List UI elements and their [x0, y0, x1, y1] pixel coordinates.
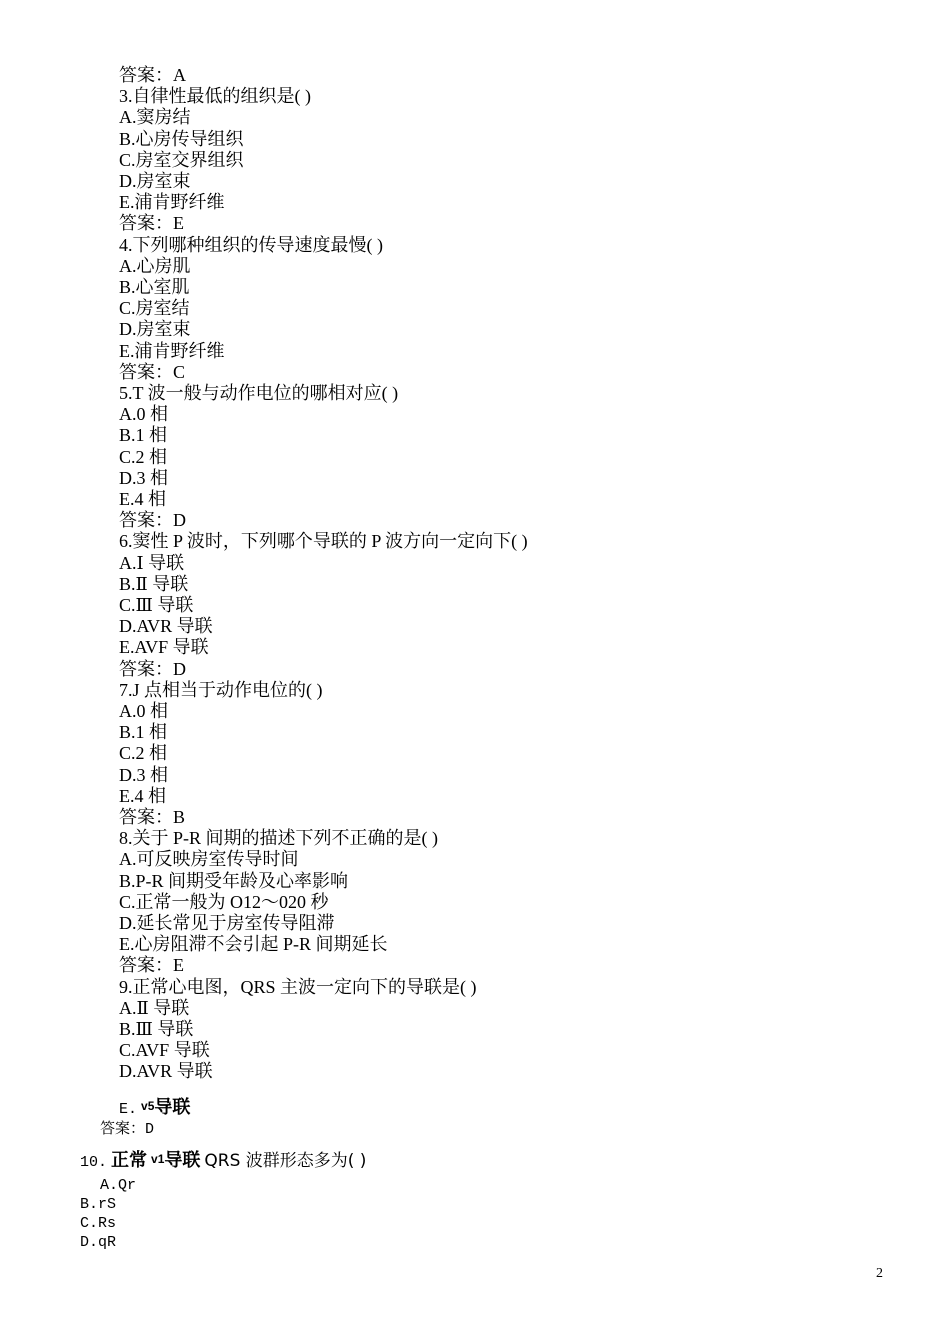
text-line: 7.J 点相当于动作电位的( ) — [119, 679, 323, 700]
text-line: D.AVR 导联 — [119, 1061, 213, 1082]
text-line: A.Ⅱ 导联 — [119, 997, 190, 1018]
answer-line: 答案：D — [100, 1121, 155, 1138]
question-text-pre: 正常 — [111, 1150, 148, 1171]
text-line: E.心房阻滞不会引起 P-R 间期延长 — [119, 934, 388, 955]
text-line: 答案：A — [119, 65, 186, 85]
text-line: C.2 相 — [119, 743, 168, 764]
option-prefix: E. — [119, 1101, 138, 1118]
page-number: 2 — [876, 1266, 883, 1281]
text-line: C.2 相 — [119, 446, 168, 467]
text-line: C.正常一般为 O12～020 秒 — [119, 891, 329, 912]
text-line: E.AVF 导联 — [119, 637, 209, 658]
text-line: D.延长常见于房室传导阻滞 — [119, 913, 335, 933]
lead-v1: v1 — [151, 1152, 165, 1166]
option-d: D.qR — [80, 1234, 117, 1251]
text-line: 6.窦性 P 波时，下列哪个导联的 P 波方向一定向下( ) — [119, 531, 528, 552]
text-line: 答案：E — [119, 213, 184, 234]
text-line: 答案：D — [119, 510, 186, 531]
text-line: 9.正常心电图，QRS 主波一定向下的导联是( ) — [119, 976, 477, 997]
text-line: 答案：E — [119, 955, 184, 976]
lead-v5: v5 — [141, 1099, 155, 1113]
text-line: A.Ⅰ 导联 — [119, 552, 185, 573]
text-line: D.3 相 — [119, 467, 168, 488]
question-number: 10. — [80, 1154, 108, 1171]
text-line: 答案：C — [119, 361, 186, 382]
text-line: B.心房传导组织 — [119, 128, 244, 149]
text-line: E.浦肯野纤维 — [119, 340, 225, 361]
text-line: 4.下列哪种组织的传导速度最慢( ) — [119, 234, 383, 255]
text-line: B.P-R 间期受年龄及心率影响 — [119, 870, 349, 891]
text-line: A.0 相 — [119, 404, 168, 425]
option-a: A.Qr — [100, 1177, 137, 1194]
text-line: B.Ⅱ 导联 — [119, 573, 189, 594]
question-text-post: QRS 波群形态多为( ) — [204, 1151, 367, 1171]
text-line: D.3 相 — [119, 764, 168, 785]
text-line: B.1 相 — [119, 722, 168, 743]
option-c: C.Rs — [80, 1215, 117, 1232]
text-line: A.0 相 — [119, 701, 168, 721]
text-line: E.4 相 — [119, 785, 166, 806]
text-line: B.Ⅲ 导联 — [119, 1019, 194, 1039]
text-line: C.房室交界组织 — [119, 149, 244, 170]
text-line: C.Ⅲ 导联 — [119, 595, 194, 615]
text-line: D.房室束 — [119, 171, 191, 191]
text-line: E.4 相 — [119, 489, 166, 509]
text-line: 5.T 波一般与动作电位的哪相对应( ) — [119, 383, 399, 403]
text-line: 答案：D — [119, 658, 186, 679]
text-line: D.房室束 — [119, 319, 191, 340]
text-line: C.房室结 — [119, 298, 190, 319]
text-line: E.浦肯野纤维 — [119, 192, 225, 213]
option-e-v5 — [119, 1097, 190, 1119]
question-text-mid: 导联 — [164, 1150, 201, 1171]
question-10 — [80, 1150, 366, 1172]
text-line: 3.自律性最低的组织是( ) — [119, 86, 311, 107]
text-line: A.心房肌 — [119, 255, 191, 276]
text-line: A.可反映房室传导时间 — [119, 849, 299, 870]
option-text: 导联 — [154, 1097, 191, 1118]
text-line: A.窦房结 — [119, 107, 191, 128]
option-b: B.rS — [80, 1196, 117, 1213]
text-line: B.1 相 — [119, 425, 168, 446]
text-line: B.心室肌 — [119, 277, 190, 297]
text-line: C.AVF 导联 — [119, 1040, 210, 1061]
text-line: 8.关于 P-R 间期的描述下列不正确的是( ) — [119, 828, 438, 849]
text-line: D.AVR 导联 — [119, 616, 213, 637]
text-line: 答案：B — [119, 807, 186, 827]
